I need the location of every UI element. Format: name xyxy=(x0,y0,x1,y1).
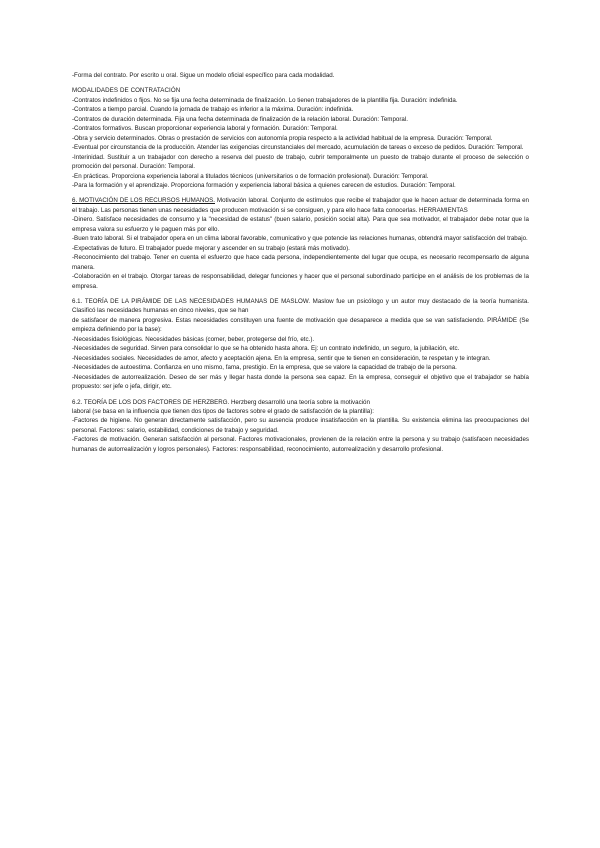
paragraph-tiempo-parcial: -Contratos a tiempo parcial. Cuando la jornada de trabajo es inferior a la máxima. Duración: indefinida. xyxy=(72,106,354,114)
paragraph-obra-servicio: -Obra y servicio determinados. Obras o prestación de servicios con autonomía propia respecto a la actividad habitual de la empresa. Duración: Temporal. xyxy=(72,134,493,142)
paragraph-dinero: -Dinero. Satisface necesidades de consumo y la "necesidad de estatus" (buen salario, posición social alta). Para que sea motivador, el trabajador debe notar que la empresa valora su esfuerzo y le paguen más por ello. xyxy=(72,216,529,233)
paragraph-colaboracion: -Colaboración en el trabajo. Otorgar tareas de responsabilidad, delegar funciones y hacer que el personal subordinado participe en el análisis de los problemas de la empresa. xyxy=(72,273,529,290)
paragraph-motivacion-factores: -Factores de motivación. Generan satisfacción al personal. Factores motivacionales, provienen de la relación entre la persona y su trabajo (satisfacen necesidades humanas de autorrealización y logros personales). Factores: responsabilidad, reconocimiento, autorrealización y desarrollo profesional. xyxy=(72,436,529,453)
paragraph-autorrealizacion: -Necesidades de autorrealización. Deseo de ser más y llegar hasta donde la persona sea capaz. En la empresa, conseguir el objetivo que el trabajador se había propuesto: ser jefe o jefa, dirigir, etc. xyxy=(72,373,529,391)
paragraph-autoestima: -Necesidades de autoestima. Confianza en uno mismo, fama, prestigio. En la empresa, que se valore la capacidad de trabajo de la persona. xyxy=(72,364,457,372)
paragraph-reconocimiento: -Reconocimiento del trabajo. Tener en cuenta el esfuerzo que hace cada persona, independientemente del lugar que ocupa, es necesario recompensarlo de alguna manera. xyxy=(72,254,529,271)
paragraph-practicas: -En prácticas. Proporciona experiencia laboral a titulados técnicos (universitarios o de formación profesional). Duración: Temporal. xyxy=(72,172,429,180)
paragraph-expectativas: -Expectativas de futuro. El trabajador puede mejorar y ascender en su trabajo (estará más motivado). xyxy=(72,244,350,252)
heading-modalidades: MODALIDADES DE CONTRATACIÓN xyxy=(72,87,181,95)
paragraph-fisiologicas: -Necesidades fisiológicas. Necesidades básicas (comer, beber, protegerse del frío, etc.). xyxy=(72,335,315,343)
paragraph-motivacion xyxy=(72,196,529,215)
paragraph-higiene: -Factores de higiene. No generan directamente satisfacción, pero su ausencia produce insatisfacción en la plantilla. Su existencia elimina las preocupaciones del personal. Factores: salario, estabilidad, condiciones de trabajo y seguridad. xyxy=(72,417,529,434)
paragraph-duracion-determinada: -Contratos de duración determinada. Fija una fecha determinada de finalización de la relación laboral. Duración: Temporal. xyxy=(72,115,408,123)
paragraph-maslow-cont: de satisfacer de manera progresiva. Estas necesidades constituyen una fuente de motivación que desaparece a medida que se van satisfaciendo. PIRÁMIDE (Se empieza definiendo por la base): xyxy=(72,316,529,334)
paragraph-eventual: -Eventual por circunstancia de la producción. Atender las exigencias circunstanciales del mercado, acumulación de tareas o exceso de pedidos. Duración: Temporal. xyxy=(72,144,524,152)
paragraph-herzberg-cont: laboral (se basa en la influencia que tienen dos tipos de factores sobre el grado de satisfacción de la plantilla): xyxy=(72,407,375,415)
paragraph-seguridad: -Necesidades de seguridad. Sirven para consolidar lo que se ha obtenido hasta ahora. Ej: un contrato indefinido, un seguro, la jubilación, etc. xyxy=(72,345,460,353)
paragraph-herzberg: 6.2. TEORÍA DE LOS DOS FACTORES DE HERZBERG. Herzberg desarrolló una teoría sobre la motivación xyxy=(72,398,370,406)
motivacion-intro-text: Motivación laboral. Conjunto de estímulos que recibe el trabajador que le hacen actuar de determinada forma en el trabajo. Las personas tienen unas necesidades que producen motivación si se consiguen, y para ello hace falta conocerlas. HERRAMIENTAS xyxy=(72,197,529,214)
paragraph-contract-form: -Forma del contrato. Por escrito u oral. Sigue un modelo oficial específico para cada modalidad. xyxy=(72,72,335,79)
paragraph-buen-trato: -Buen trato laboral. Si el trabajador opera en un clima laboral favorable, comunicativo y que potencie las relaciones humanas, obtendrá mayor satisfacción del trabajo. xyxy=(72,235,528,243)
paragraph-maslow: 6.1. TEORÍA DE LA PIRÁMIDE DE LAS NECESIDADES HUMANAS DE MASLOW. Maslow fue un psicólogo y un autor muy destacado de la teoría humanista. Clasificó las necesidades humanas en cinco niveles, que se han xyxy=(72,297,529,315)
paragraph-formativos: -Contratos formativos. Buscan proporcionar experiencia laboral y formación. Duración: Temporal. xyxy=(72,125,338,133)
paragraph-sociales: -Necesidades sociales. Necesidades de amor, afecto y aceptación ajena. En la empresa, sentir que te tienen en consideración, te respetan y te integran. xyxy=(72,354,491,362)
paragraph-indefinidos: -Contratos indefinidos o fijos. No se fija una fecha determinada de finalización. Lo tienen trabajadores de la plantilla fija. Duración: indefinida. xyxy=(72,96,458,104)
document-body xyxy=(72,71,529,454)
paragraph-formacion-aprendizaje: -Para la formación y el aprendizaje. Proporciona formación y experiencia laboral básica a quienes carecen de estudios. Duración: Temporal. xyxy=(72,181,456,189)
paragraph-interinidad: -Interinidad. Sustituir a un trabajador con derecho a reserva del puesto de trabajo, cubrir temporalmente un puesto de trabajo durante el proceso de selección o promoción del personal. Duración: Temporal. xyxy=(72,153,529,171)
section-heading-motivacion: 6. MOTIVACIÓN DE LOS RECURSOS HUMANOS. xyxy=(72,197,215,205)
